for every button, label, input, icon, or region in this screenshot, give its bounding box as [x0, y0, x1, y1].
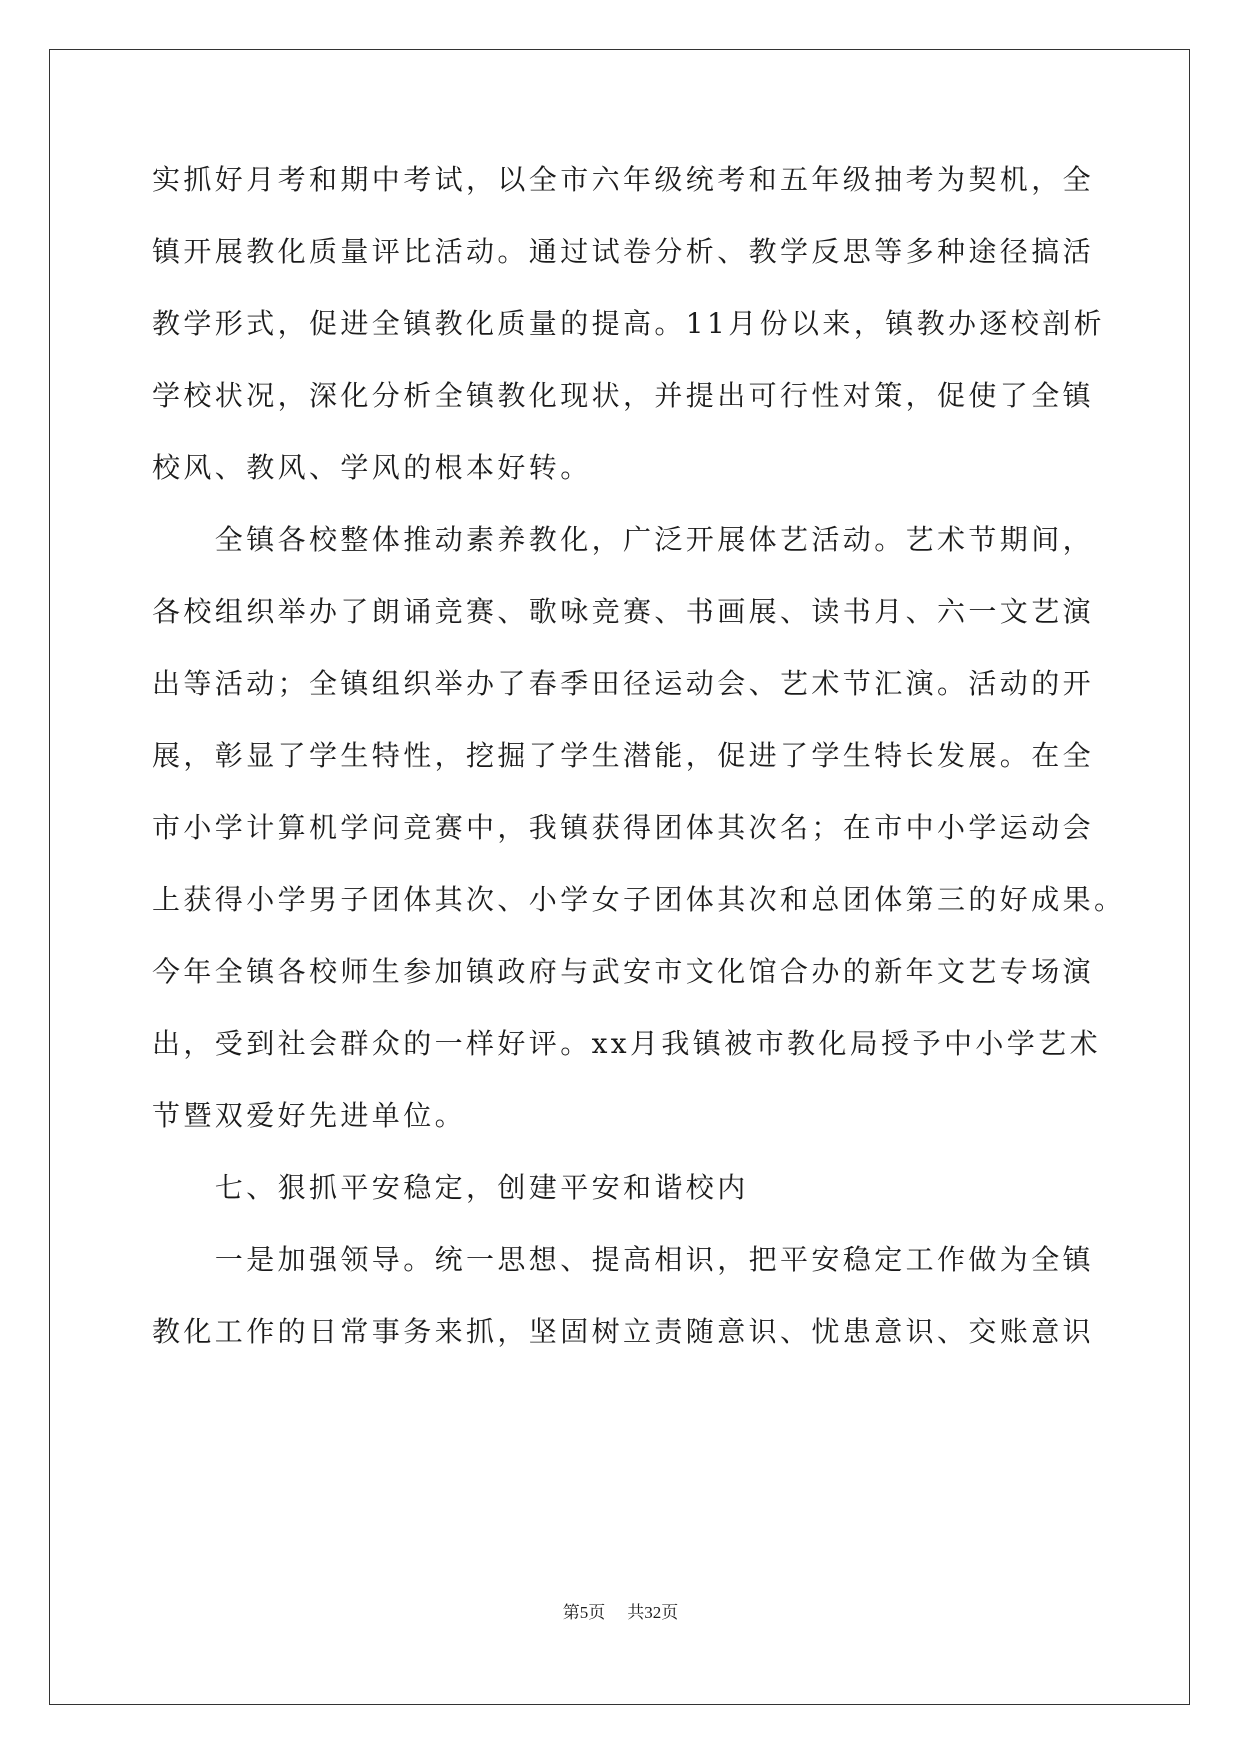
text-line: 校风、教风、学风的根本好转。 [152, 451, 592, 484]
text-line: 出，受到社会群众的一样好评。xx月我镇被市教化局授予中小学艺术 [152, 1027, 1101, 1060]
text-line: 各校组织举办了朗诵竞赛、歌咏竞赛、书画展、读书月、六一文艺演 [152, 595, 1095, 628]
text-line: 镇开展教化质量评比活动。通过试卷分析、教学反思等多种途径搞活 [152, 235, 1095, 268]
text-line: 上获得小学男子团体其次、小学女子团体其次和总团体第三的好成果。 [152, 883, 1126, 916]
page-footer [0, 1601, 1241, 1625]
text-line: 教化工作的日常事务来抓，坚固树立责随意识、忧患意识、交账意识 [152, 1315, 1095, 1348]
text-line: 教学形式，促进全镇教化质量的提高。11月份以来，镇教办逐校剖析 [152, 307, 1106, 340]
section-heading: 七、狠抓平安稳定，创建平安和谐校内 [152, 1171, 749, 1204]
text-line: 出等活动；全镇组织举办了春季田径运动会、艺术节汇演。活动的开 [152, 667, 1095, 700]
text-line: 展，彰显了学生特性，挖掘了学生潜能，促进了学生特长发展。在全 [152, 739, 1095, 772]
text-line: 市小学计算机学问竞赛中，我镇获得团体其次名；在市中小学运动会 [152, 811, 1095, 844]
text-line: 实抓好月考和期中考试，以全市六年级统考和五年级抽考为契机，全 [152, 163, 1095, 196]
paragraph-start-line: 全镇各校整体推动素养教化，广泛开展体艺活动。艺术节期间， [152, 523, 1095, 556]
text-line: 节暨双爱好先进单位。 [152, 1099, 467, 1132]
text-line: 学校状况，深化分析全镇教化现状，并提出可行性对策，促使了全镇 [152, 379, 1095, 412]
page-number: 第5页 [562, 1603, 606, 1622]
paragraph-start-line: 一是加强领导。统一思想、提高相识，把平安稳定工作做为全镇 [152, 1243, 1095, 1276]
text-line: 今年全镇各校师生参加镇政府与武安市文化馆合办的新年文艺专场演 [152, 955, 1095, 988]
page-total: 共32页 [627, 1603, 679, 1622]
page-border [49, 49, 1190, 1705]
